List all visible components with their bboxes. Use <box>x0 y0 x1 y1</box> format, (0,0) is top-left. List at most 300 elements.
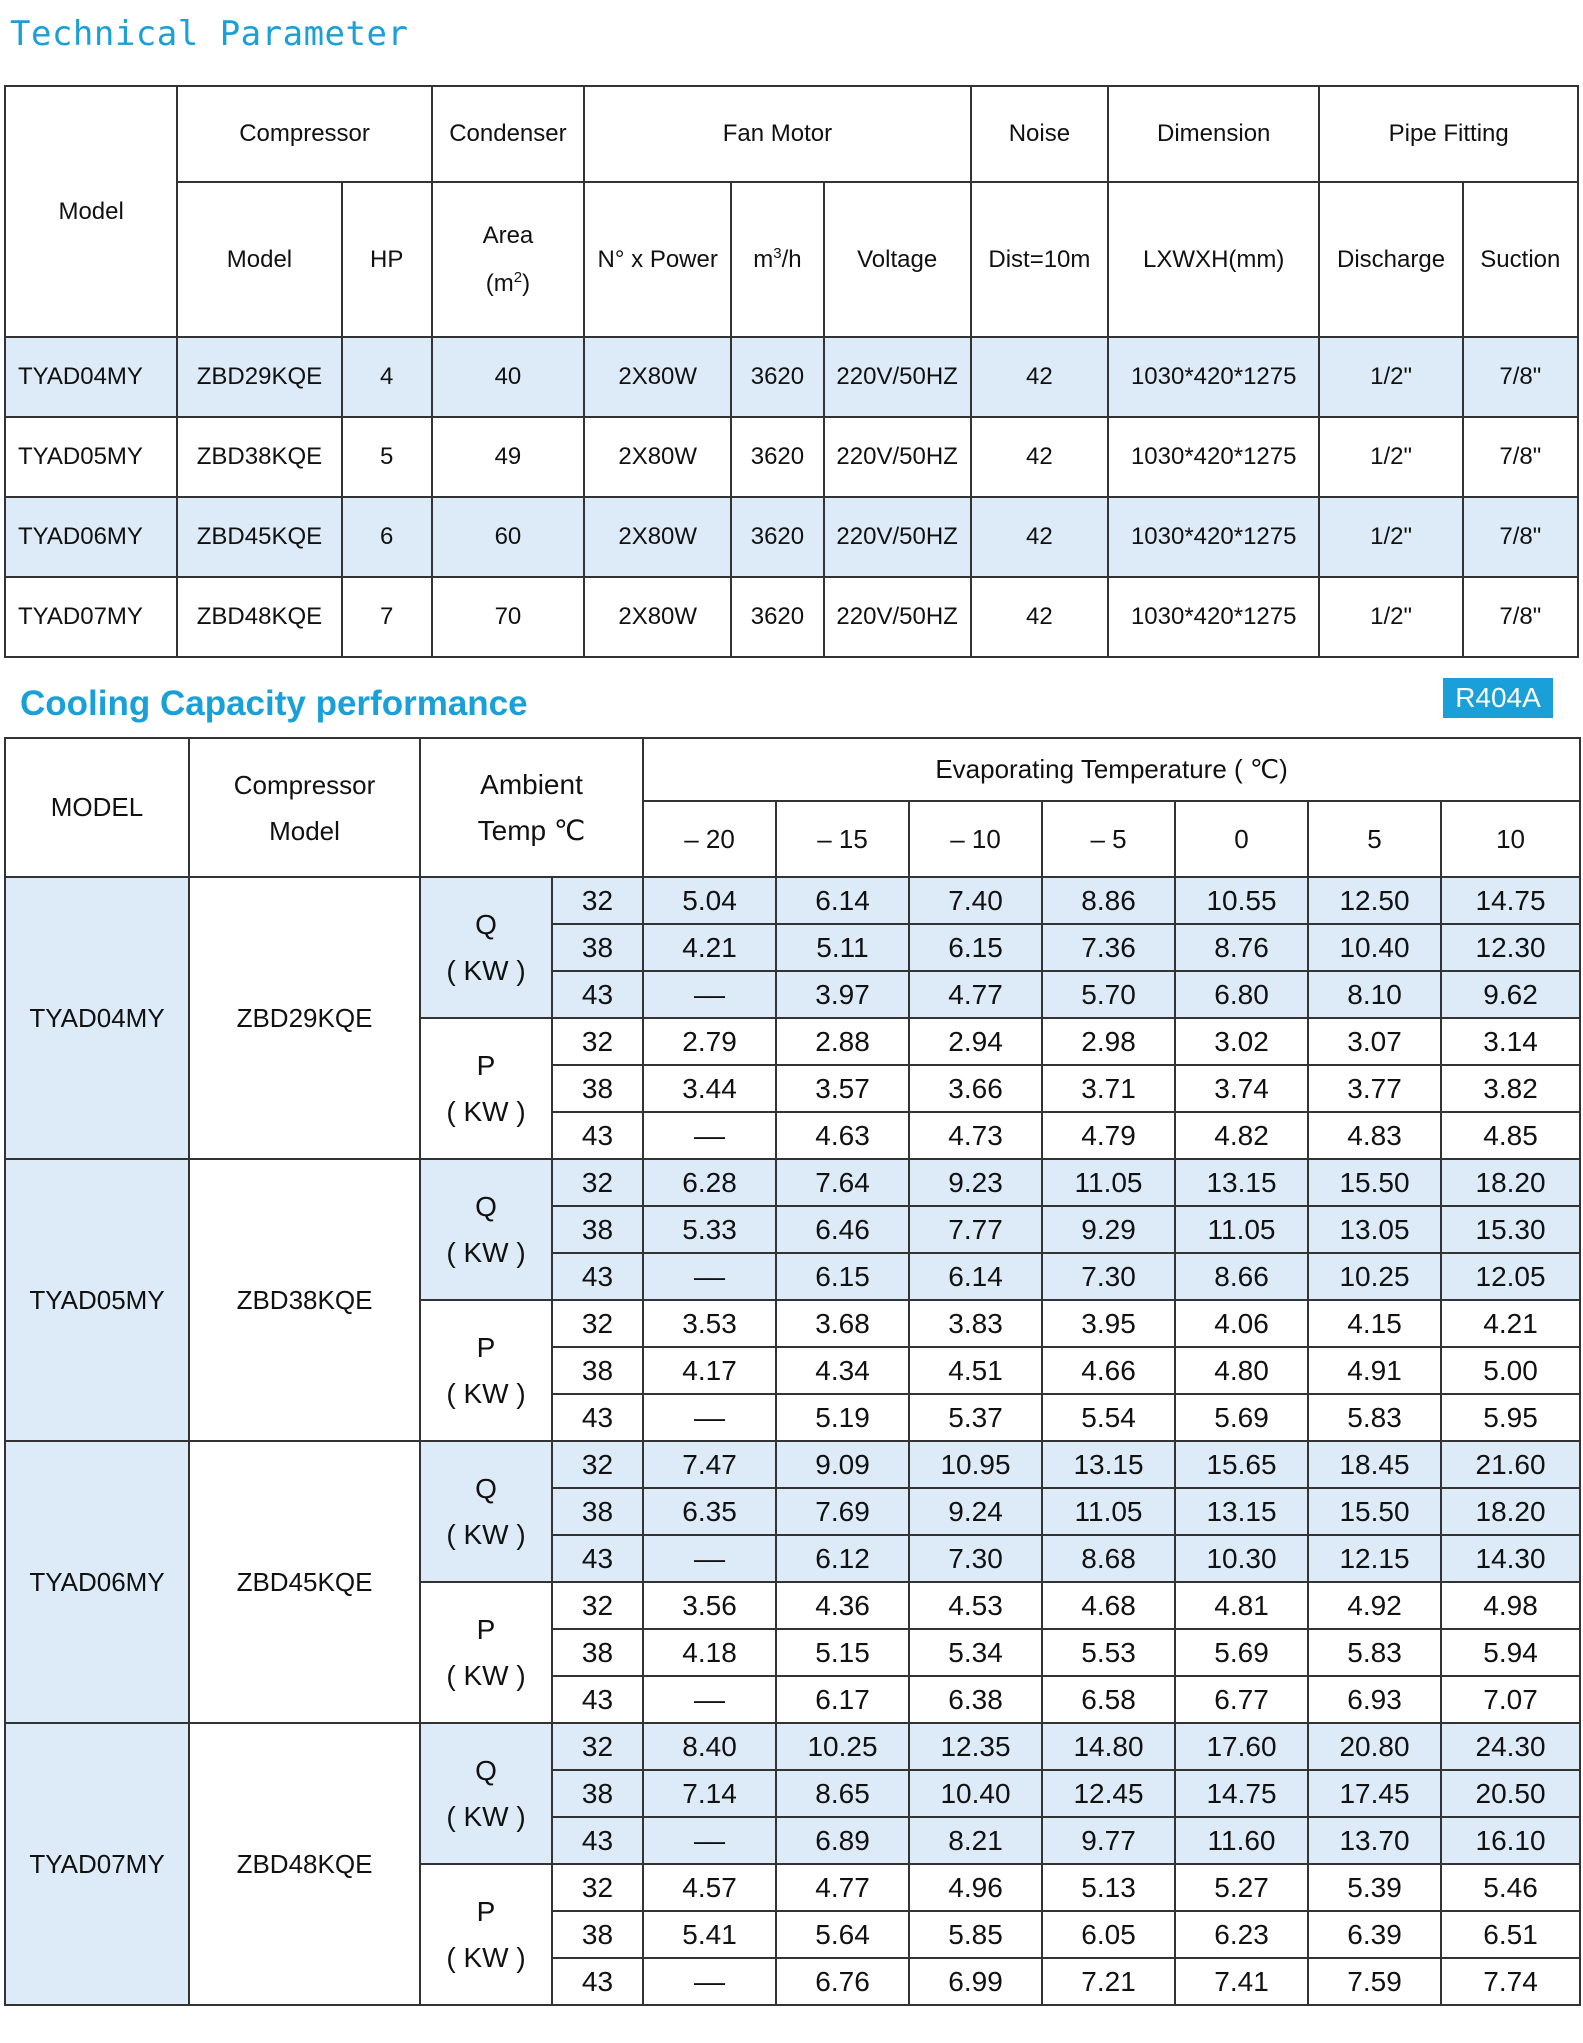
value-cell: 5.04 <box>643 877 776 924</box>
value-cell: 3.53 <box>643 1300 776 1347</box>
header-compressor-model: Compressor Model <box>189 738 420 877</box>
value-cell: 13.15 <box>1175 1488 1308 1535</box>
cell-suction: 7/8" <box>1463 337 1578 417</box>
value-cell: 7.69 <box>776 1488 909 1535</box>
value-cell: 15.50 <box>1308 1488 1441 1535</box>
value-cell: 10.95 <box>909 1441 1042 1488</box>
cell-area: 40 <box>432 337 584 417</box>
value-cell: 4.80 <box>1175 1347 1308 1394</box>
value-cell: 4.92 <box>1308 1582 1441 1629</box>
value-cell: 6.14 <box>776 877 909 924</box>
header-hp: HP <box>342 182 432 337</box>
q-label: Q <box>475 1754 497 1786</box>
value-cell: 7.07 <box>1441 1676 1580 1723</box>
header-evap-temp: 0 <box>1175 801 1308 877</box>
value-cell: 5.83 <box>1308 1394 1441 1441</box>
value-cell: 8.68 <box>1042 1535 1175 1582</box>
ambient-temp-cell: 38 <box>552 1488 643 1535</box>
value-cell: 6.05 <box>1042 1911 1175 1958</box>
compressor-model-cell: ZBD38KQE <box>189 1159 420 1441</box>
value-cell: 8.40 <box>643 1723 776 1770</box>
value-cell: 11.05 <box>1175 1206 1308 1253</box>
table-row <box>5 417 1578 497</box>
cell-hp: 6 <box>342 497 432 577</box>
model-name-cell: TYAD05MY <box>5 1159 189 1441</box>
cell-voltage: 220V/50HZ <box>824 337 971 417</box>
value-cell: 6.17 <box>776 1676 909 1723</box>
kw-unit-label: ( KW ) <box>446 1236 526 1268</box>
cell-dimension: 1030*420*1275 <box>1108 577 1319 657</box>
value-cell: 4.17 <box>643 1347 776 1394</box>
compressor-model-cell: ZBD45KQE <box>189 1441 420 1723</box>
compressor-model-cell: ZBD29KQE <box>189 877 420 1159</box>
compressor-model-cell: ZBD48KQE <box>189 1723 420 2005</box>
value-cell: 4.21 <box>643 924 776 971</box>
kw-unit-label: ( KW ) <box>446 1800 526 1832</box>
value-cell: 4.98 <box>1441 1582 1580 1629</box>
cell-airflow: 3620 <box>731 337 823 417</box>
ambient-temp-cell: 43 <box>552 1958 643 2005</box>
cell-noise: 42 <box>971 337 1108 417</box>
header-area-unit: $(m^2)$ <box>485 268 531 297</box>
value-cell: 4.06 <box>1175 1300 1308 1347</box>
model-name-cell: TYAD04MY <box>5 877 189 1159</box>
value-cell: 4.15 <box>1308 1300 1441 1347</box>
technical-parameter-table <box>4 85 1579 658</box>
value-cell: 5.64 <box>776 1911 909 1958</box>
header-model: Model <box>5 86 177 337</box>
header-evap-temp: 5 <box>1308 801 1441 877</box>
value-cell: 12.15 <box>1308 1535 1441 1582</box>
value-cell: 5.85 <box>909 1911 1042 1958</box>
cell-airflow: 3620 <box>731 497 823 577</box>
value-cell: 17.60 <box>1175 1723 1308 1770</box>
ambient-temp-cell: 38 <box>552 1065 643 1112</box>
ambient-temp-cell: 43 <box>552 971 643 1018</box>
cell-airflow: 3620 <box>731 577 823 657</box>
value-cell: 7.47 <box>643 1441 776 1488</box>
ambient-temp-cell: 32 <box>552 1441 643 1488</box>
table-row <box>5 1159 1580 1206</box>
q-label: Q <box>475 1472 497 1504</box>
cell-discharge: 1/2" <box>1319 417 1462 497</box>
value-cell: 10.40 <box>909 1770 1042 1817</box>
kw-unit-label: ( KW ) <box>446 1941 526 1973</box>
value-cell: 6.89 <box>776 1817 909 1864</box>
cell-model: TYAD04MY <box>5 337 177 417</box>
kw-unit-label: ( KW ) <box>446 1377 526 1409</box>
value-cell: 17.45 <box>1308 1770 1441 1817</box>
p-label: P <box>476 1895 496 1927</box>
p-unit-label <box>420 1018 552 1159</box>
ambient-temp-cell: 43 <box>552 1535 643 1582</box>
value-cell: 13.05 <box>1308 1206 1441 1253</box>
value-cell: 14.80 <box>1042 1723 1175 1770</box>
q-label: Q <box>475 908 497 940</box>
header-lxwxh: LXWXH(mm) <box>1108 182 1319 337</box>
q-unit-label <box>420 877 552 1018</box>
value-cell: 9.09 <box>776 1441 909 1488</box>
cell-voltage: 220V/50HZ <box>824 417 971 497</box>
value-cell: 2.98 <box>1042 1018 1175 1065</box>
value-cell: 6.38 <box>909 1676 1042 1723</box>
value-cell: 20.50 <box>1441 1770 1580 1817</box>
value-cell: 6.93 <box>1308 1676 1441 1723</box>
value-cell: 5.33 <box>643 1206 776 1253</box>
value-cell: 6.46 <box>776 1206 909 1253</box>
cell-suction: 7/8" <box>1463 577 1578 657</box>
ambient-temp-cell: 43 <box>552 1112 643 1159</box>
value-cell: 2.79 <box>643 1018 776 1065</box>
cell-voltage: 220V/50HZ <box>824 497 971 577</box>
value-cell: 7.74 <box>1441 1958 1580 2005</box>
cell-model: TYAD05MY <box>5 417 177 497</box>
header-pipe-fitting: Pipe Fitting <box>1319 86 1578 182</box>
header-suction: Suction <box>1463 182 1578 337</box>
value-cell: 11.60 <box>1175 1817 1308 1864</box>
value-cell: 8.10 <box>1308 971 1441 1018</box>
cell-model: TYAD07MY <box>5 577 177 657</box>
table-row <box>5 577 1578 657</box>
value-cell: 15.50 <box>1308 1159 1441 1206</box>
value-cell: 6.28 <box>643 1159 776 1206</box>
p-label: P <box>476 1613 496 1645</box>
value-cell: 8.21 <box>909 1817 1042 1864</box>
cell-dimension: 1030*420*1275 <box>1108 337 1319 417</box>
value-cell: 6.99 <box>909 1958 1042 2005</box>
value-cell: 3.44 <box>643 1065 776 1112</box>
value-cell: 12.30 <box>1441 924 1580 971</box>
value-cell: 5.37 <box>909 1394 1042 1441</box>
ambient-temp-cell: 32 <box>552 877 643 924</box>
value-cell: 3.82 <box>1441 1065 1580 1112</box>
cell-comp-model: ZBD38KQE <box>177 417 341 497</box>
value-cell: 8.66 <box>1175 1253 1308 1300</box>
header-fan-motor: Fan Motor <box>584 86 971 182</box>
cell-dimension: 1030*420*1275 <box>1108 417 1319 497</box>
cell-fan-power: 2X80W <box>584 337 731 417</box>
p-label: P <box>476 1049 496 1081</box>
ambient-temp-cell: 38 <box>552 1347 643 1394</box>
header-discharge: Discharge <box>1319 182 1462 337</box>
value-cell: 4.82 <box>1175 1112 1308 1159</box>
cell-discharge: 1/2" <box>1319 337 1462 417</box>
value-cell: 7.41 <box>1175 1958 1308 2005</box>
value-cell: 9.24 <box>909 1488 1042 1535</box>
value-cell: 6.15 <box>776 1253 909 1300</box>
table-row <box>5 877 1580 924</box>
value-cell: 4.53 <box>909 1582 1042 1629</box>
value-cell: 4.81 <box>1175 1582 1308 1629</box>
value-cell: –– <box>643 1817 776 1864</box>
header-evap-temp: – 20 <box>643 801 776 877</box>
value-cell: 5.15 <box>776 1629 909 1676</box>
value-cell: 7.40 <box>909 877 1042 924</box>
value-cell: 9.77 <box>1042 1817 1175 1864</box>
table-row <box>5 1723 1580 1770</box>
cell-comp-model: ZBD29KQE <box>177 337 341 417</box>
value-cell: –– <box>643 1958 776 2005</box>
value-cell: 4.96 <box>909 1864 1042 1911</box>
value-cell: 7.21 <box>1042 1958 1175 2005</box>
value-cell: 8.76 <box>1175 924 1308 971</box>
value-cell: 3.95 <box>1042 1300 1175 1347</box>
ambient-temp-cell: 32 <box>552 1018 643 1065</box>
table-row <box>5 337 1578 417</box>
value-cell: 5.70 <box>1042 971 1175 1018</box>
value-cell: 5.83 <box>1308 1629 1441 1676</box>
p-label: P <box>476 1331 496 1363</box>
value-cell: 3.14 <box>1441 1018 1580 1065</box>
value-cell: 5.19 <box>776 1394 909 1441</box>
value-cell: 6.76 <box>776 1958 909 2005</box>
ambient-temp-cell: 32 <box>552 1723 643 1770</box>
value-cell: 3.66 <box>909 1065 1042 1112</box>
technical-parameter-title: Technical Parameter <box>10 14 409 54</box>
header-compressor: Compressor <box>177 86 431 182</box>
value-cell: 3.83 <box>909 1300 1042 1347</box>
ambient-temp-cell: 43 <box>552 1676 643 1723</box>
cell-fan-power: 2X80W <box>584 577 731 657</box>
value-cell: 9.29 <box>1042 1206 1175 1253</box>
table-row <box>5 497 1578 577</box>
value-cell: 12.35 <box>909 1723 1042 1770</box>
cooling-capacity-table <box>4 737 1581 2006</box>
value-cell: 7.36 <box>1042 924 1175 971</box>
cell-area: 60 <box>432 497 584 577</box>
value-cell: 20.80 <box>1308 1723 1441 1770</box>
value-cell: 8.65 <box>776 1770 909 1817</box>
value-cell: 5.53 <box>1042 1629 1175 1676</box>
value-cell: –– <box>643 971 776 1018</box>
ambient-temp-cell: 43 <box>552 1253 643 1300</box>
value-cell: 3.77 <box>1308 1065 1441 1112</box>
header-evap-temp: – 10 <box>909 801 1042 877</box>
value-cell: 5.95 <box>1441 1394 1580 1441</box>
cell-hp: 7 <box>342 577 432 657</box>
value-cell: 12.05 <box>1441 1253 1580 1300</box>
value-cell: 6.51 <box>1441 1911 1580 1958</box>
cell-airflow: 3620 <box>731 417 823 497</box>
value-cell: 7.64 <box>776 1159 909 1206</box>
ambient-temp-cell: 43 <box>552 1394 643 1441</box>
ambient-temp-cell: 38 <box>552 1911 643 1958</box>
cell-voltage: 220V/50HZ <box>824 577 971 657</box>
value-cell: 12.45 <box>1042 1770 1175 1817</box>
header-fan-power: N° x Power <box>584 182 731 337</box>
value-cell: 4.18 <box>643 1629 776 1676</box>
value-cell: 13.70 <box>1308 1817 1441 1864</box>
value-cell: 3.57 <box>776 1065 909 1112</box>
value-cell: 10.55 <box>1175 877 1308 924</box>
header-evap-temp: – 15 <box>776 801 909 877</box>
q-unit-label <box>420 1441 552 1582</box>
cell-model: TYAD06MY <box>5 497 177 577</box>
value-cell: 8.86 <box>1042 877 1175 924</box>
header-area <box>432 182 584 337</box>
value-cell: 14.75 <box>1441 877 1580 924</box>
cell-discharge: 1/2" <box>1319 577 1462 657</box>
value-cell: 14.75 <box>1175 1770 1308 1817</box>
value-cell: –– <box>643 1112 776 1159</box>
value-cell: 5.11 <box>776 924 909 971</box>
value-cell: 5.00 <box>1441 1347 1580 1394</box>
cell-area: 49 <box>432 417 584 497</box>
value-cell: 4.73 <box>909 1112 1042 1159</box>
q-label: Q <box>475 1190 497 1222</box>
p-unit-label <box>420 1582 552 1723</box>
value-cell: 21.60 <box>1441 1441 1580 1488</box>
cell-noise: 42 <box>971 577 1108 657</box>
kw-unit-label: ( KW ) <box>446 1659 526 1691</box>
value-cell: 3.71 <box>1042 1065 1175 1112</box>
value-cell: 10.40 <box>1308 924 1441 971</box>
kw-unit-label: ( KW ) <box>446 954 526 986</box>
header-airflow: $m^3/h$ <box>731 182 823 337</box>
value-cell: 3.74 <box>1175 1065 1308 1112</box>
value-cell: 6.77 <box>1175 1676 1308 1723</box>
value-cell: 10.30 <box>1175 1535 1308 1582</box>
value-cell: 13.15 <box>1042 1441 1175 1488</box>
value-cell: 16.10 <box>1441 1817 1580 1864</box>
cell-hp: 4 <box>342 337 432 417</box>
value-cell: 15.30 <box>1441 1206 1580 1253</box>
ambient-temp-cell: 38 <box>552 1770 643 1817</box>
ambient-temp-cell: 38 <box>552 1629 643 1676</box>
value-cell: 6.35 <box>643 1488 776 1535</box>
value-cell: 6.12 <box>776 1535 909 1582</box>
value-cell: 4.36 <box>776 1582 909 1629</box>
value-cell: 4.34 <box>776 1347 909 1394</box>
value-cell: 7.14 <box>643 1770 776 1817</box>
value-cell: 24.30 <box>1441 1723 1580 1770</box>
value-cell: 7.30 <box>909 1535 1042 1582</box>
header-evaporating-temperature: Evaporating Temperature ( ℃) <box>643 738 1580 801</box>
q-unit-label <box>420 1159 552 1300</box>
header-noise: Noise <box>971 86 1108 182</box>
value-cell: 10.25 <box>776 1723 909 1770</box>
header-condenser: Condenser <box>432 86 584 182</box>
value-cell: 5.69 <box>1175 1394 1308 1441</box>
header-evap-temp: 10 <box>1441 801 1580 877</box>
value-cell: 4.63 <box>776 1112 909 1159</box>
cell-dimension: 1030*420*1275 <box>1108 497 1319 577</box>
value-cell: 18.45 <box>1308 1441 1441 1488</box>
value-cell: 3.07 <box>1308 1018 1441 1065</box>
value-cell: 5.27 <box>1175 1864 1308 1911</box>
value-cell: 5.41 <box>643 1911 776 1958</box>
value-cell: 6.39 <box>1308 1911 1441 1958</box>
value-cell: 4.85 <box>1441 1112 1580 1159</box>
table-row <box>5 1441 1580 1488</box>
value-cell: 7.30 <box>1042 1253 1175 1300</box>
header-area-label: Area <box>482 221 534 249</box>
cell-fan-power: 2X80W <box>584 497 731 577</box>
header-ambient-temp: Ambient Temp ℃ <box>420 738 643 877</box>
value-cell: 4.77 <box>776 1864 909 1911</box>
model-name-cell: TYAD06MY <box>5 1441 189 1723</box>
value-cell: 13.15 <box>1175 1159 1308 1206</box>
cell-hp: 5 <box>342 417 432 497</box>
value-cell: 18.20 <box>1441 1488 1580 1535</box>
value-cell: 5.94 <box>1441 1629 1580 1676</box>
value-cell: 4.51 <box>909 1347 1042 1394</box>
value-cell: 4.66 <box>1042 1347 1175 1394</box>
value-cell: 10.25 <box>1308 1253 1441 1300</box>
value-cell: 6.23 <box>1175 1911 1308 1958</box>
value-cell: 2.88 <box>776 1018 909 1065</box>
value-cell: 7.59 <box>1308 1958 1441 2005</box>
value-cell: 5.46 <box>1441 1864 1580 1911</box>
cell-fan-power: 2X80W <box>584 417 731 497</box>
value-cell: 6.80 <box>1175 971 1308 1018</box>
value-cell: 3.02 <box>1175 1018 1308 1065</box>
value-cell: 4.57 <box>643 1864 776 1911</box>
value-cell: 4.77 <box>909 971 1042 1018</box>
kw-unit-label: ( KW ) <box>446 1095 526 1127</box>
ambient-temp-cell: 38 <box>552 1206 643 1253</box>
model-name-cell: TYAD07MY <box>5 1723 189 2005</box>
value-cell: 5.69 <box>1175 1629 1308 1676</box>
cooling-capacity-title: Cooling Capacity performance <box>20 684 528 723</box>
value-cell: –– <box>643 1676 776 1723</box>
value-cell: 4.79 <box>1042 1112 1175 1159</box>
value-cell: 3.97 <box>776 971 909 1018</box>
value-cell: 5.34 <box>909 1629 1042 1676</box>
value-cell: 4.91 <box>1308 1347 1441 1394</box>
value-cell: 11.05 <box>1042 1488 1175 1535</box>
ambient-temp-cell: 43 <box>552 1817 643 1864</box>
cell-noise: 42 <box>971 497 1108 577</box>
value-cell: 9.62 <box>1441 971 1580 1018</box>
ambient-temp-cell: 32 <box>552 1864 643 1911</box>
header-dimension: Dimension <box>1108 86 1319 182</box>
cell-discharge: 1/2" <box>1319 497 1462 577</box>
p-unit-label <box>420 1864 552 2005</box>
value-cell: 9.23 <box>909 1159 1042 1206</box>
cell-suction: 7/8" <box>1463 497 1578 577</box>
cell-area: 70 <box>432 577 584 657</box>
value-cell: 15.65 <box>1175 1441 1308 1488</box>
value-cell: 4.83 <box>1308 1112 1441 1159</box>
ambient-temp-cell: 32 <box>552 1300 643 1347</box>
value-cell: –– <box>643 1253 776 1300</box>
value-cell: 4.21 <box>1441 1300 1580 1347</box>
value-cell: 12.50 <box>1308 877 1441 924</box>
value-cell: 2.94 <box>909 1018 1042 1065</box>
q-unit-label <box>420 1723 552 1864</box>
value-cell: 6.15 <box>909 924 1042 971</box>
cell-noise: 42 <box>971 417 1108 497</box>
value-cell: 5.13 <box>1042 1864 1175 1911</box>
value-cell: 6.14 <box>909 1253 1042 1300</box>
value-cell: 11.05 <box>1042 1159 1175 1206</box>
cell-comp-model: ZBD45KQE <box>177 497 341 577</box>
ambient-temp-cell: 32 <box>552 1159 643 1206</box>
ambient-temp-cell: 32 <box>552 1582 643 1629</box>
header-dist: Dist=10m <box>971 182 1108 337</box>
value-cell: 5.54 <box>1042 1394 1175 1441</box>
kw-unit-label: ( KW ) <box>446 1518 526 1550</box>
value-cell: 3.56 <box>643 1582 776 1629</box>
value-cell: 14.30 <box>1441 1535 1580 1582</box>
header-evap-temp: – 5 <box>1042 801 1175 877</box>
value-cell: 3.68 <box>776 1300 909 1347</box>
value-cell: 18.20 <box>1441 1159 1580 1206</box>
cell-suction: 7/8" <box>1463 417 1578 497</box>
value-cell: 6.58 <box>1042 1676 1175 1723</box>
header-voltage: Voltage <box>824 182 971 337</box>
